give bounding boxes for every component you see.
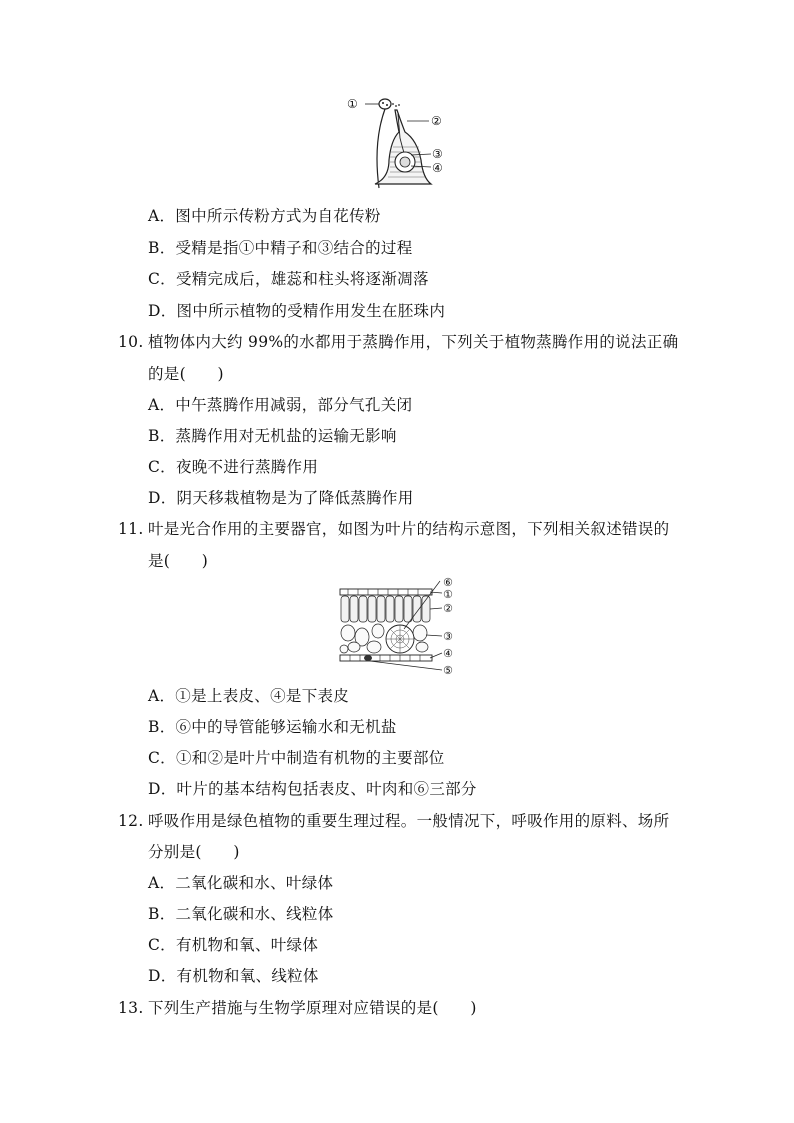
q12-number: 12. <box>118 812 144 830</box>
q11-option-b: B．⑥中的导管能够运输水和无机盐 <box>148 718 397 736</box>
flower-label-1: ① <box>347 97 358 111</box>
q9-option-a: A．图中所示传粉方式为自花传粉 <box>148 207 381 225</box>
palisade-cells <box>341 596 430 622</box>
q12-option-b: B．二氧化碳和水、线粒体 <box>148 905 334 923</box>
leaf-label-2: ② <box>443 602 453 615</box>
flower-label-3: ③ <box>432 147 443 161</box>
flower-label-2: ② <box>431 114 442 128</box>
q10-stem: 植物体内大约 99%的水都用于蒸腾作用，下列关于植物蒸腾作用的说法正确 <box>148 333 679 351</box>
q10-option-a: A．中午蒸腾作用减弱，部分气孔关闭 <box>148 396 413 414</box>
q10-option-b: B．蒸腾作用对无机盐的运输无影响 <box>148 427 397 445</box>
q11-stem-cont: 是( ) <box>148 552 209 570</box>
q11-stem: 叶是光合作用的主要器官，如图为叶片的结构示意图，下列相关叙述错误的 <box>148 520 670 538</box>
q9-option-c: C．受精完成后，雄蕊和柱头将逐渐凋落 <box>148 270 429 288</box>
q10-option-d: D．阴天移栽植物是为了降低蒸腾作用 <box>148 489 414 507</box>
q12-stem: 呼吸作用是绿色植物的重要生理过程。一般情况下，呼吸作用的原料、场所 <box>148 812 670 830</box>
q11-option-c: C．①和②是叶片中制造有机物的主要部位 <box>148 749 445 767</box>
leaf-label-4: ④ <box>443 647 453 660</box>
q13-number: 13. <box>118 999 144 1017</box>
q13-stem: 下列生产措施与生物学原理对应错误的是( ) <box>148 999 477 1017</box>
leaf-label-5: ⑤ <box>443 664 453 677</box>
q10-stem-cont: 的是( ) <box>148 365 224 383</box>
leaf-label-3: ③ <box>443 630 453 643</box>
q12-option-c: C．有机物和氧、叶绿体 <box>148 936 319 954</box>
q12-stem-cont: 分别是( ) <box>148 843 240 861</box>
anther-shape <box>379 99 391 109</box>
filament-shape <box>377 109 385 188</box>
q10-number: 10. <box>118 333 144 351</box>
leaf-label-1: ① <box>443 588 453 601</box>
q9-option-d: D．图中所示植物的受精作用发生在胚珠内 <box>148 302 446 320</box>
q12-option-d: D．有机物和氧、线粒体 <box>148 967 319 985</box>
lower-epidermis-shape <box>340 655 432 661</box>
q11-number: 11. <box>118 520 144 538</box>
flower-pistil-diagram <box>345 92 455 194</box>
q12-option-a: A．二氧化碳和水、叶绿体 <box>148 874 334 892</box>
stoma-shape <box>364 655 372 661</box>
q9-option-b: B．受精是指①中精子和③结合的过程 <box>148 239 413 257</box>
leaf-label-6: ⑥ <box>443 576 453 589</box>
q10-option-c: C．夜晚不进行蒸腾作用 <box>148 458 319 476</box>
spongy-cells <box>340 624 428 653</box>
leaf-cross-section-diagram <box>334 575 464 679</box>
flower-label-4: ④ <box>432 161 443 175</box>
q11-option-d: D．叶片的基本结构包括表皮、叶肉和⑥三部分 <box>148 780 477 798</box>
q11-option-a: A．①是上表皮、④是下表皮 <box>148 687 350 705</box>
